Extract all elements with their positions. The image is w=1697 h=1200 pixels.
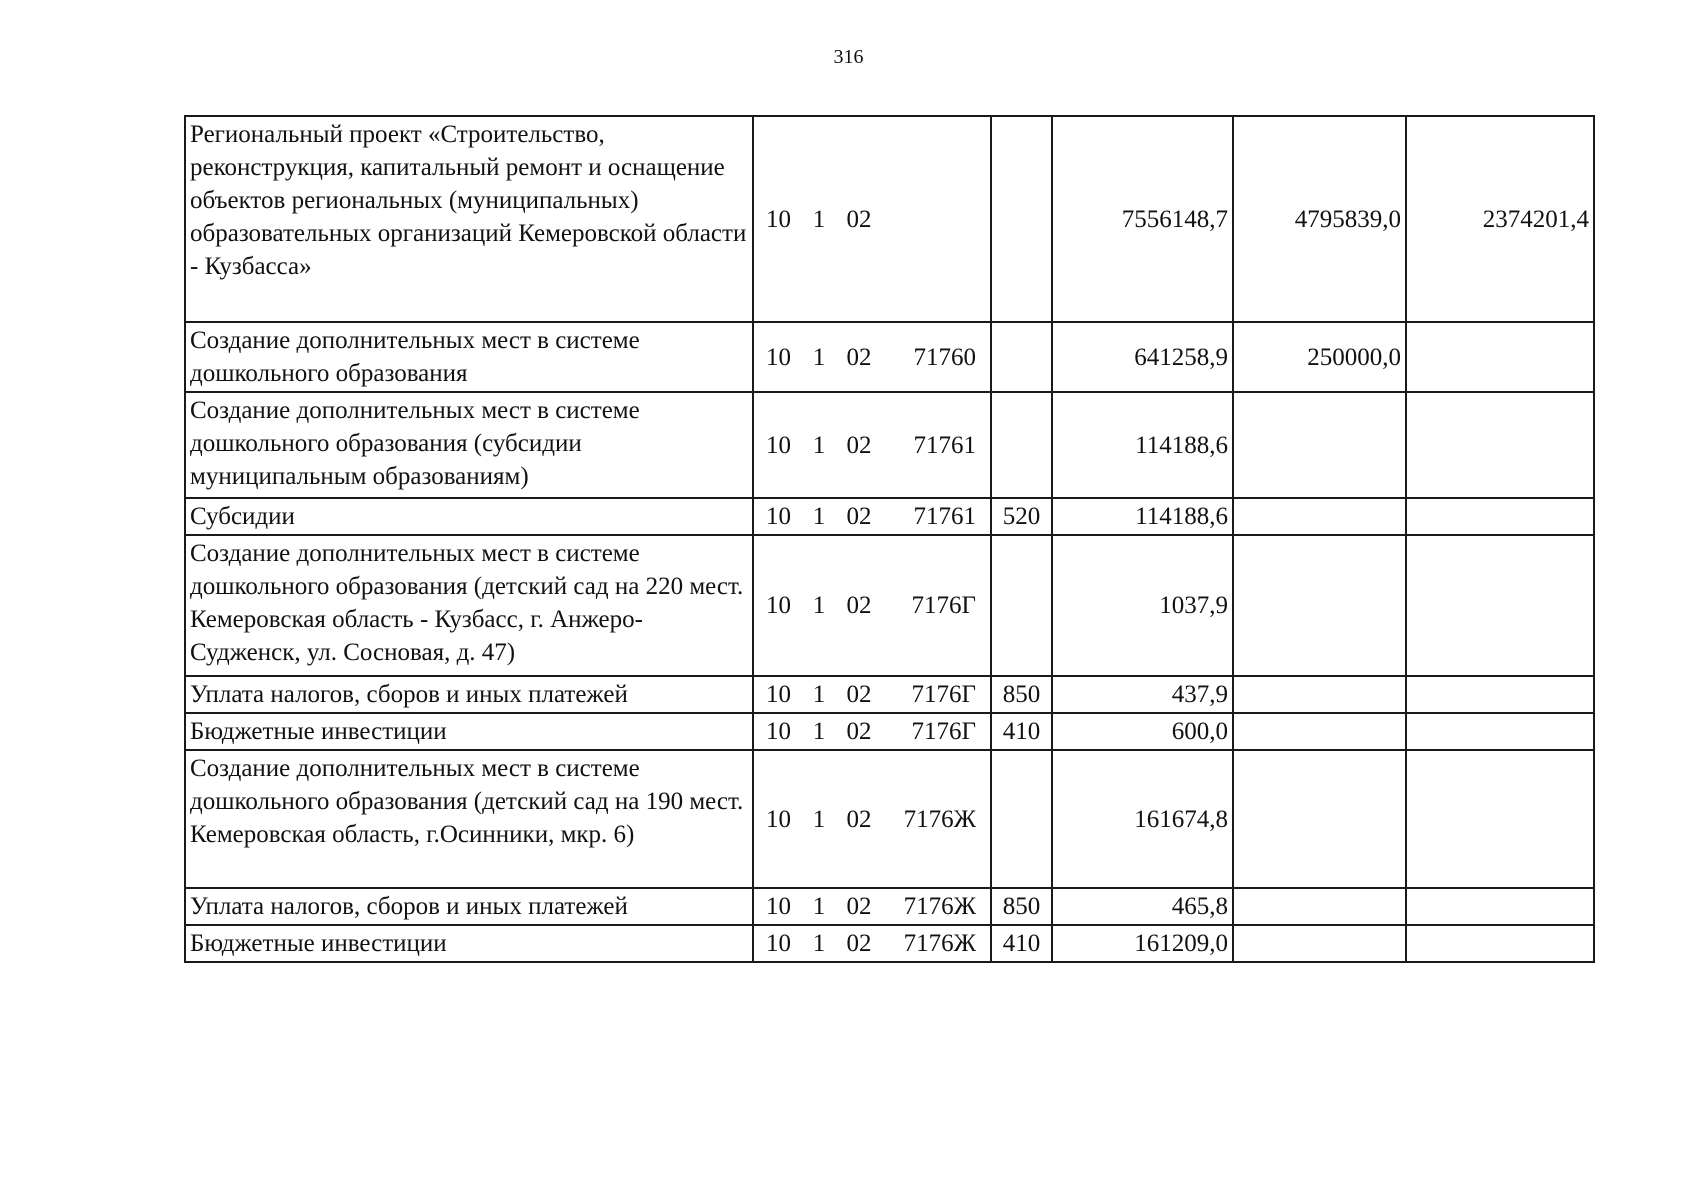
code-program: 1 bbox=[812, 718, 826, 745]
row-name: Бюджетные инвестиции bbox=[185, 925, 753, 962]
table-row bbox=[185, 322, 1594, 392]
table-row bbox=[185, 888, 1594, 925]
row-value-3 bbox=[1406, 322, 1594, 392]
row-codes bbox=[753, 888, 991, 925]
code-section: 10 bbox=[766, 930, 791, 957]
row-value-1: 600,0 bbox=[1052, 713, 1233, 750]
code-subprogram: 02 bbox=[846, 205, 872, 233]
table-row bbox=[185, 713, 1594, 750]
row-name: Уплата налогов, сборов и иных платежей bbox=[185, 676, 753, 713]
code-direction: 7176Г bbox=[911, 592, 976, 619]
code-section: 10 bbox=[766, 592, 791, 619]
code-section: 10 bbox=[766, 503, 791, 530]
code-program: 1 bbox=[812, 503, 826, 530]
code-direction: 7176Ж bbox=[903, 893, 976, 920]
code-section: 10 bbox=[766, 205, 791, 233]
row-value-2 bbox=[1233, 498, 1406, 535]
row-value-3 bbox=[1406, 392, 1594, 498]
row-expense-type: 520 bbox=[991, 498, 1052, 535]
row-codes bbox=[753, 322, 991, 392]
code-program: 1 bbox=[812, 343, 826, 371]
row-name: Создание дополнительных мест в системе дошкольного образования bbox=[185, 322, 753, 392]
budget-table bbox=[184, 115, 1595, 963]
code-subprogram: 02 bbox=[846, 592, 872, 619]
row-value-1: 1037,9 bbox=[1052, 535, 1233, 676]
row-value-1: 114188,6 bbox=[1052, 498, 1233, 535]
row-name: Создание дополнительных мест в системе дошкольного образования (детский сад на 220 мест. Кемеровская область - Кузбасс, г. Анжеро-Судженск, ул. Сосновая, д. 47) bbox=[185, 535, 753, 676]
row-value-3 bbox=[1406, 888, 1594, 925]
row-name: Субсидии bbox=[185, 498, 753, 535]
row-value-3 bbox=[1406, 535, 1594, 676]
code-section: 10 bbox=[766, 343, 791, 371]
row-codes bbox=[753, 116, 991, 322]
row-value-3 bbox=[1406, 925, 1594, 962]
row-value-3 bbox=[1406, 498, 1594, 535]
row-name: Бюджетные инвестиции bbox=[185, 713, 753, 750]
code-subprogram: 02 bbox=[846, 681, 872, 708]
table-row bbox=[185, 676, 1594, 713]
table-row bbox=[185, 750, 1594, 888]
code-section: 10 bbox=[766, 893, 791, 920]
row-value-2 bbox=[1233, 925, 1406, 962]
code-direction: 71761 bbox=[913, 503, 976, 530]
code-subprogram: 02 bbox=[846, 718, 872, 745]
row-expense-type bbox=[991, 750, 1052, 888]
row-value-1: 7556148,7 bbox=[1052, 116, 1233, 322]
code-section: 10 bbox=[766, 718, 791, 745]
table-row bbox=[185, 535, 1594, 676]
code-direction: 7176Ж bbox=[903, 930, 976, 957]
table-row bbox=[185, 392, 1594, 498]
code-program: 1 bbox=[812, 681, 826, 708]
row-value-1: 161209,0 bbox=[1052, 925, 1233, 962]
row-name: Уплата налогов, сборов и иных платежей bbox=[185, 888, 753, 925]
row-name: Региональный проект «Строительство, реконструкция, капитальный ремонт и оснащение объектов региональных (муниципальных) образовательных организаций Кемеровской области - Кузбасса» bbox=[185, 116, 753, 322]
page-number: 316 bbox=[833, 46, 864, 68]
row-expense-type bbox=[991, 322, 1052, 392]
code-program: 1 bbox=[812, 592, 826, 619]
table-row bbox=[185, 498, 1594, 535]
row-name: Создание дополнительных мест в системе дошкольного образования (субсидии муниципальным образованиям) bbox=[185, 392, 753, 498]
row-value-2: 250000,0 bbox=[1233, 322, 1406, 392]
code-subprogram: 02 bbox=[846, 431, 872, 459]
code-direction: 71760 bbox=[913, 343, 976, 371]
row-codes bbox=[753, 498, 991, 535]
row-expense-type: 410 bbox=[991, 713, 1052, 750]
code-direction: 7176Г bbox=[911, 681, 976, 708]
row-name: Создание дополнительных мест в системе дошкольного образования (детский сад на 190 мест. Кемеровская область, г.Осинники, мкр. 6) bbox=[185, 750, 753, 888]
code-direction: 71761 bbox=[913, 431, 976, 459]
code-program: 1 bbox=[812, 893, 826, 920]
code-program: 1 bbox=[812, 805, 826, 833]
row-value-2 bbox=[1233, 676, 1406, 713]
row-value-1: 437,9 bbox=[1052, 676, 1233, 713]
row-expense-type: 410 bbox=[991, 925, 1052, 962]
row-codes bbox=[753, 713, 991, 750]
code-subprogram: 02 bbox=[846, 893, 872, 920]
row-value-3: 2374201,4 bbox=[1406, 116, 1594, 322]
code-direction: 7176Ж bbox=[903, 805, 976, 833]
row-value-1: 641258,9 bbox=[1052, 322, 1233, 392]
row-expense-type bbox=[991, 116, 1052, 322]
code-program: 1 bbox=[812, 930, 826, 957]
row-codes bbox=[753, 750, 991, 888]
row-codes bbox=[753, 392, 991, 498]
row-value-2 bbox=[1233, 888, 1406, 925]
row-value-2 bbox=[1233, 713, 1406, 750]
code-program: 1 bbox=[812, 431, 826, 459]
row-value-1: 114188,6 bbox=[1052, 392, 1233, 498]
table-row bbox=[185, 116, 1594, 322]
code-direction: 7176Г bbox=[911, 718, 976, 745]
row-value-2: 4795839,0 bbox=[1233, 116, 1406, 322]
row-codes bbox=[753, 535, 991, 676]
row-value-1: 465,8 bbox=[1052, 888, 1233, 925]
table-row bbox=[185, 925, 1594, 962]
code-subprogram: 02 bbox=[846, 343, 872, 371]
row-value-1: 161674,8 bbox=[1052, 750, 1233, 888]
code-program: 1 bbox=[812, 205, 826, 233]
row-expense-type bbox=[991, 535, 1052, 676]
row-expense-type bbox=[991, 392, 1052, 498]
code-section: 10 bbox=[766, 681, 791, 708]
code-section: 10 bbox=[766, 805, 791, 833]
code-subprogram: 02 bbox=[846, 503, 872, 530]
code-subprogram: 02 bbox=[846, 805, 872, 833]
row-value-3 bbox=[1406, 713, 1594, 750]
row-value-2 bbox=[1233, 750, 1406, 888]
row-value-2 bbox=[1233, 392, 1406, 498]
row-expense-type: 850 bbox=[991, 888, 1052, 925]
code-subprogram: 02 bbox=[846, 930, 872, 957]
row-value-2 bbox=[1233, 535, 1406, 676]
code-section: 10 bbox=[766, 431, 791, 459]
row-expense-type: 850 bbox=[991, 676, 1052, 713]
row-value-3 bbox=[1406, 750, 1594, 888]
row-codes bbox=[753, 925, 991, 962]
row-codes bbox=[753, 676, 991, 713]
row-value-3 bbox=[1406, 676, 1594, 713]
